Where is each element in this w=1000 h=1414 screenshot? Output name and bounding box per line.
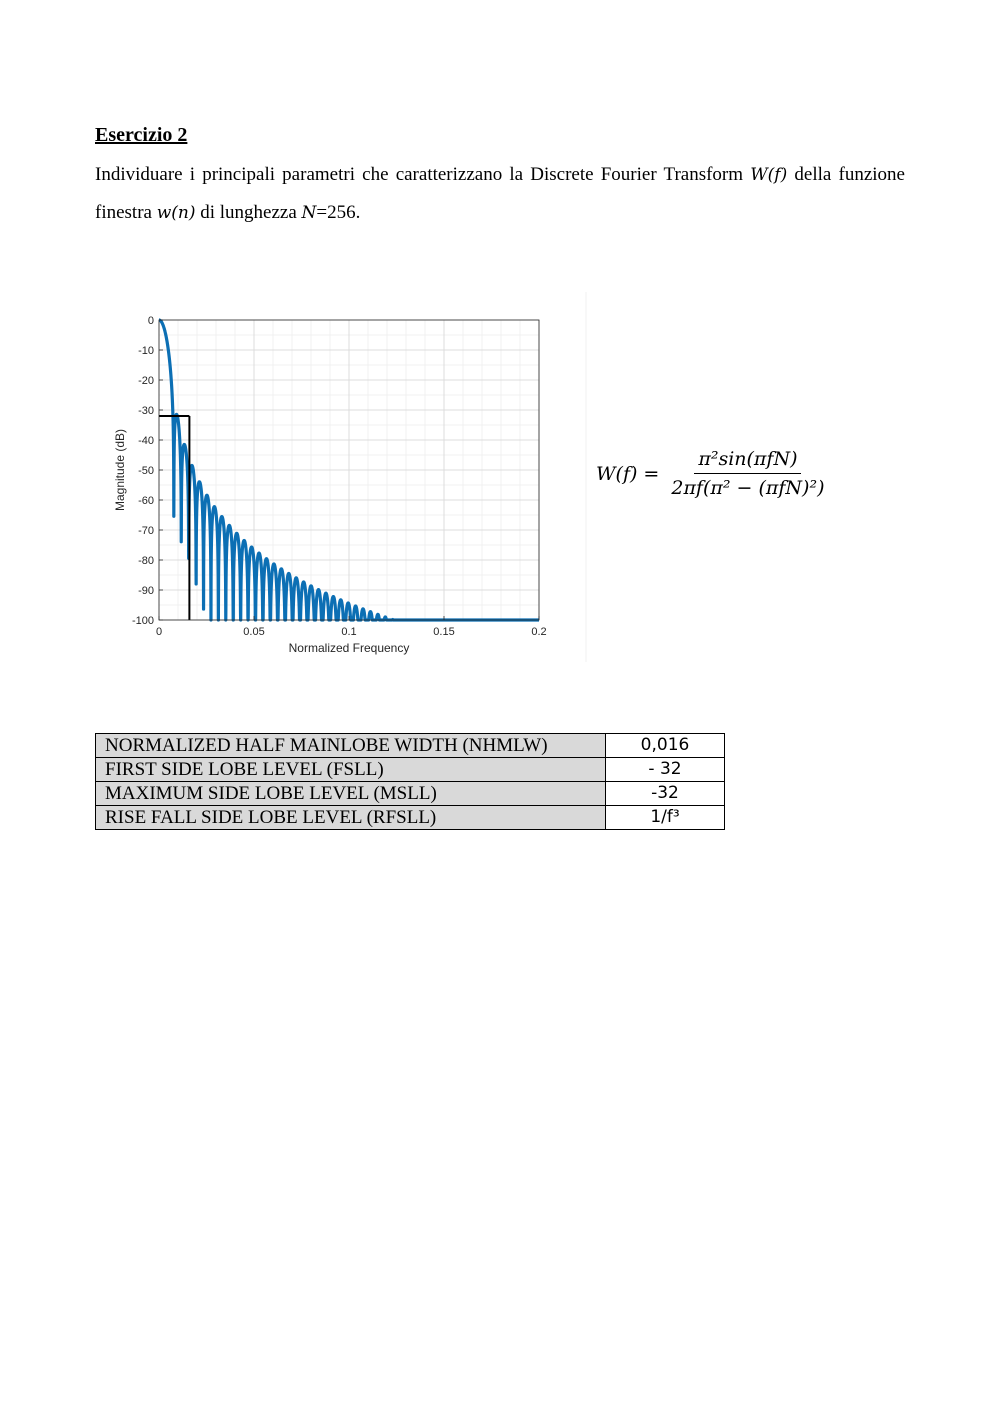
row-value: - 32 (606, 758, 725, 782)
row-label: FIRST SIDE LOBE LEVEL (FSLL) (96, 758, 606, 782)
formula-fraction (667, 448, 828, 499)
y-tick-label: 0 (147, 315, 154, 327)
row-label: RISE FALL SIDE LOBE LEVEL (RFSLL) (96, 806, 606, 830)
y-tick-label: -40 (138, 435, 154, 447)
x-tick-label: 0.1 (341, 626, 357, 638)
y-tick-label: -20 (138, 375, 154, 387)
exercise-title: Esercizio 2 (95, 124, 188, 146)
y-tick-label: -30 (138, 405, 154, 417)
x-tick-label: 0.05 (243, 626, 265, 638)
text-part-1: Individuare i principali parametri che caratterizzano la Discrete Fourier Transform (95, 164, 751, 185)
math-W-f: W(f) (750, 165, 788, 185)
formula-numerator: π²sin(πfN) (694, 448, 801, 474)
x-axis-label: Normalized Frequency (288, 641, 410, 655)
table-row (96, 806, 725, 830)
y-tick-label: -100 (131, 615, 154, 627)
y-tick-label: -50 (138, 465, 154, 477)
magnitude-chart (100, 292, 590, 662)
table-row (96, 758, 725, 782)
text-part-4: =256. (316, 202, 361, 223)
x-tick-label: 0.15 (433, 626, 455, 638)
text-part-2: della funzione finestra (95, 164, 905, 223)
row-value: 1/f³ (606, 806, 725, 830)
x-tick-label: 0.2 (531, 626, 547, 638)
exercise-text (95, 156, 905, 232)
table-row (96, 734, 725, 758)
y-tick-label: -90 (138, 585, 154, 597)
math-N: N (301, 203, 317, 223)
y-tick-label: -10 (138, 345, 154, 357)
y-tick-label: -80 (138, 555, 154, 567)
y-axis-label: Magnitude (dB) (113, 428, 127, 512)
formula-lhs: W(f) = (596, 462, 660, 485)
table-row (96, 782, 725, 806)
row-label: MAXIMUM SIDE LOBE LEVEL (MSLL) (96, 782, 606, 806)
y-tick-label: -60 (138, 495, 154, 507)
formula-denominator: 2πf(π² − (πfN)²) (671, 477, 825, 499)
row-value: -32 (606, 782, 725, 806)
parameters-table (95, 733, 725, 830)
row-value: 0,016 (606, 734, 725, 758)
y-tick-label: -70 (138, 525, 154, 537)
text-part-3: di lunghezza (195, 202, 302, 223)
math-w-n: w(n) (156, 203, 196, 223)
row-label: NORMALIZED HALF MAINLOBE WIDTH (NHMLW) (96, 734, 606, 758)
window-formula (596, 448, 828, 499)
x-tick-label: 0 (155, 626, 163, 638)
